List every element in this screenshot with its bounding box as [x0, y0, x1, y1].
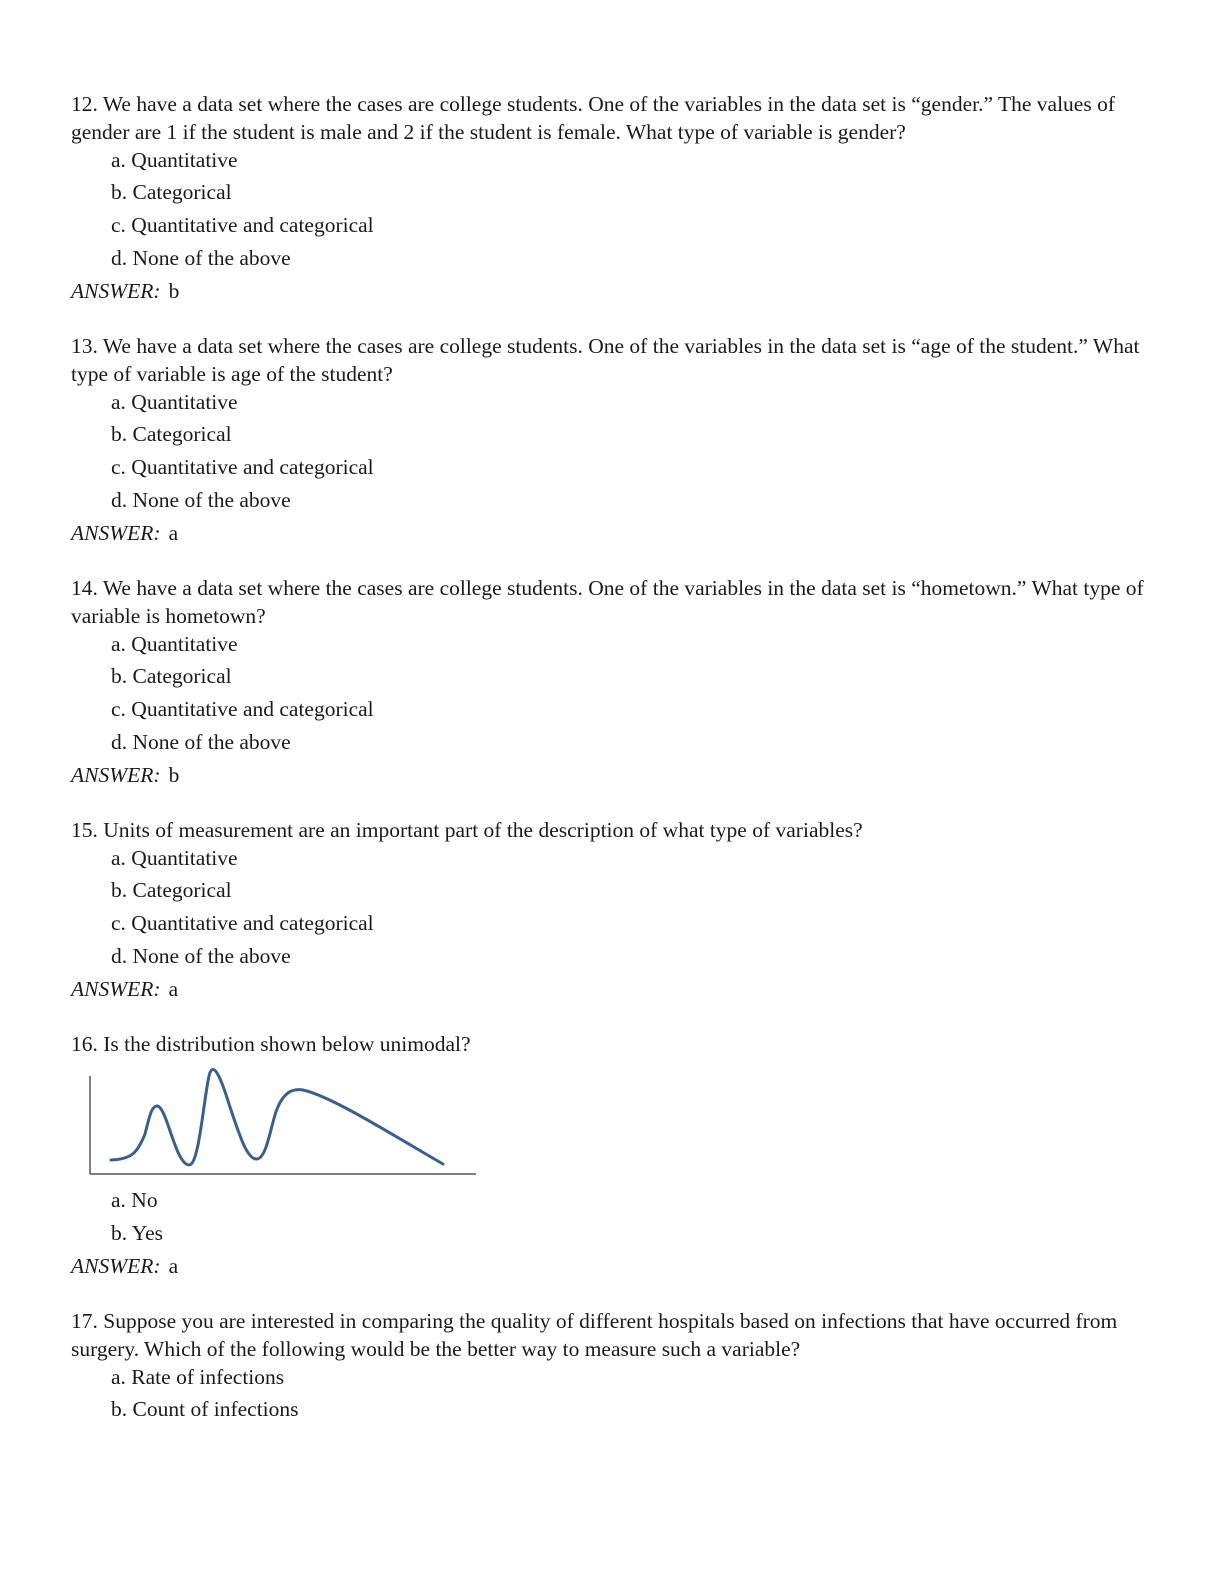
question-text: 14. We have a data set where the cases are college students. One of the variables in the data set is “hometown.” What type of variable is hometown? — [71, 576, 1144, 628]
answer-line — [71, 973, 1151, 1006]
answer-line — [71, 759, 1151, 792]
answer-line — [71, 275, 1151, 308]
question-text: 15. Units of measurement are an important part of the description of what type of variables? — [71, 818, 863, 842]
answer-line — [71, 517, 1151, 550]
answer-label: ANSWER: — [71, 1254, 161, 1278]
document-page — [71, 90, 1151, 1426]
option-item: a. Quantitative — [111, 846, 238, 870]
option-list — [71, 1363, 1151, 1426]
option-item: b. Categorical — [111, 878, 232, 902]
option-list — [71, 1184, 1151, 1250]
option-item: b. Categorical — [111, 664, 232, 688]
answer-label: ANSWER: — [71, 763, 161, 787]
answer-label: ANSWER: — [71, 977, 161, 1001]
question-15 — [71, 816, 1151, 1006]
option-item: d. None of the above — [111, 944, 291, 968]
distribution-curve-svg — [71, 1064, 491, 1184]
option-item: d. None of the above — [111, 488, 291, 512]
question-16 — [71, 1030, 1151, 1283]
question-text: 13. We have a data set where the cases are college students. One of the variables in the data set is “age of the student.” What type of variable is age of the student? — [71, 334, 1140, 386]
question-text: 17. Suppose you are interested in comparing the quality of different hospitals based on infections that have occurred from surgery. Which of the following would be the better way to measure such a variable? — [71, 1309, 1118, 1361]
option-list — [71, 844, 1151, 973]
option-item: a. No — [111, 1188, 158, 1212]
option-item: b. Categorical — [111, 422, 232, 446]
answer-value: a — [168, 1254, 179, 1278]
option-item: c. Quantitative and categorical — [111, 213, 374, 237]
question-14 — [71, 574, 1151, 792]
answer-value: b — [168, 279, 180, 303]
option-list — [71, 630, 1151, 759]
answer-label: ANSWER: — [71, 521, 161, 545]
answer-value: a — [168, 977, 179, 1001]
question-17 — [71, 1307, 1151, 1426]
option-list — [71, 388, 1151, 517]
option-item: c. Quantitative and categorical — [111, 697, 374, 721]
option-list — [71, 146, 1151, 275]
option-item: a. Quantitative — [111, 632, 238, 656]
option-item: b. Yes — [111, 1221, 163, 1245]
option-item: a. Quantitative — [111, 390, 238, 414]
question-12 — [71, 90, 1151, 308]
option-item: a. Rate of infections — [111, 1365, 285, 1389]
option-item: d. None of the above — [111, 246, 291, 270]
option-item: b. Count of infections — [111, 1397, 299, 1421]
answer-value: b — [168, 763, 180, 787]
question-text: 16. Is the distribution shown below unimodal? — [71, 1032, 471, 1056]
option-item: b. Categorical — [111, 180, 232, 204]
answer-line — [71, 1250, 1151, 1283]
distribution-curve — [111, 1070, 443, 1165]
option-item: c. Quantitative and categorical — [111, 455, 374, 479]
answer-label: ANSWER: — [71, 279, 161, 303]
option-item: d. None of the above — [111, 730, 291, 754]
question-text: 12. We have a data set where the cases are college students. One of the variables in the data set is “gender.” The values of gender are 1 if the student is male and 2 if the student is female. What type of variable is gender? — [71, 92, 1115, 144]
answer-value: a — [168, 521, 179, 545]
distribution-figure — [71, 1064, 491, 1184]
option-item: c. Quantitative and categorical — [111, 911, 374, 935]
option-item: a. Quantitative — [111, 148, 238, 172]
question-13 — [71, 332, 1151, 550]
